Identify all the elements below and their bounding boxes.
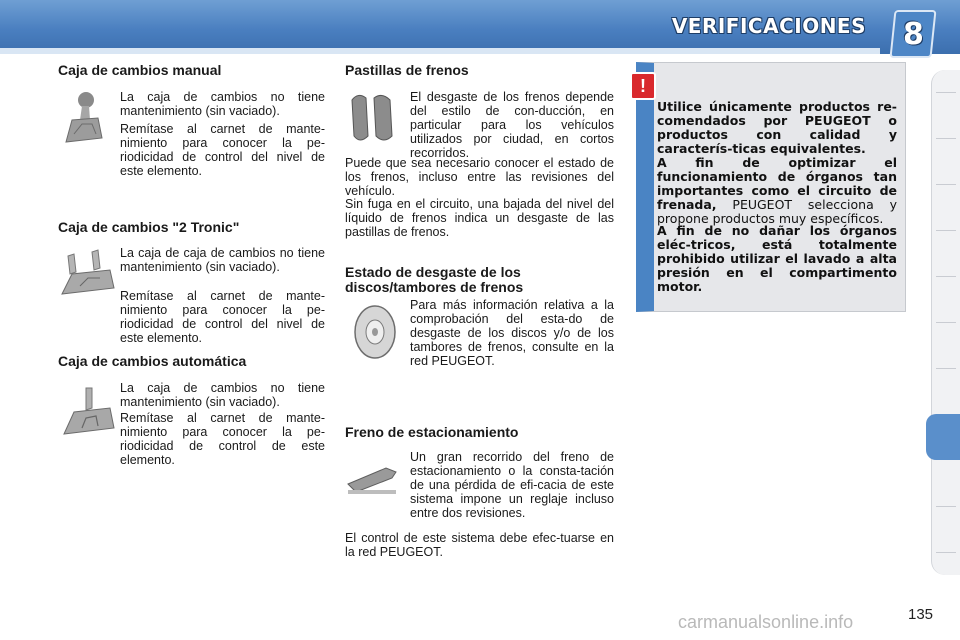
header-stripe	[0, 48, 880, 54]
chapter-badge	[889, 10, 936, 58]
tronic-gearbox-text-2: Remítase al carnet de mante-nimiento para conocer la pe-riodicidad de control del nivel de este elemento.	[120, 289, 325, 345]
tronic-gear-selector-icon	[60, 248, 116, 300]
tab-divider	[936, 184, 956, 185]
parking-brake-heading: Freno de estacionamiento	[345, 424, 519, 440]
manual-gear-lever-icon	[62, 90, 104, 146]
parking-brake-text-2: El control de este sistema debe efec-tuarse en la red PEUGEOT.	[345, 531, 614, 559]
parking-brake-text-1: Un gran recorrido del freno de estacionamiento o la consta-tación de una pérdida de efi-cacia de este sistema impone un reglaje incluso entre dos revisiones.	[410, 450, 614, 520]
brake-pads-heading: Pastillas de frenos	[345, 62, 469, 78]
watermark: carmanualsonline.info	[678, 612, 854, 632]
page-number: 135	[908, 606, 934, 623]
tab-divider	[936, 552, 956, 553]
tab-divider	[936, 138, 956, 139]
chapter-number: 8	[902, 16, 924, 52]
warning-text-2-bold: A fin de optimizar el funcionamiento de órganos tan importantes como el circuito de frenada,	[657, 155, 897, 212]
warning-exclamation-icon: !	[630, 72, 656, 100]
tab-divider	[936, 230, 956, 231]
tab-divider	[936, 322, 956, 323]
brake-disc-icon	[350, 304, 400, 360]
discs-heading-line-1: Estado de desgaste de los	[345, 264, 521, 280]
chapter-tabs	[931, 70, 960, 575]
brake-pads-text-3: Sin fuga en el circuito, una bajada del nivel del líquido de frenos indica un desgaste de las pastillas de frenos.	[345, 197, 614, 239]
tab-divider	[936, 92, 956, 93]
tronic-gearbox-heading: Caja de cambios "2 Tronic"	[58, 219, 240, 235]
automatic-gearbox-text-1: La caja de cambios no tiene mantenimiento (sin vaciado).	[120, 381, 325, 409]
brake-pads-text-2: Puede que sea necesario conocer el estado de los frenos, incluso entre las revisiones del vehículo.	[345, 156, 614, 198]
parking-brake-lever-icon	[346, 462, 400, 498]
warning-text-2	[657, 156, 897, 226]
tab-divider	[936, 506, 956, 507]
active-chapter-tab[interactable]	[926, 414, 960, 460]
discs-heading-line-2: discos/tambores de frenos	[345, 279, 524, 295]
automatic-gear-selector-icon	[60, 384, 116, 440]
tab-divider	[936, 276, 956, 277]
header-bar	[0, 0, 960, 54]
brake-pads-text-1: El desgaste de los frenos depende del estilo de con-ducción, en particular para los vehículos utilizados por ciudad, en cortos recorridos.	[410, 90, 614, 160]
tronic-gearbox-text-1: La caja de caja de cambios no tiene mantenimiento (sin vaciado).	[120, 246, 325, 274]
section-title: VERIFICACIONES	[671, 14, 866, 38]
manual-gearbox-text-2: Remítase al carnet de mante-nimiento para conocer la pe-riodicidad de control del nivel de este elemento.	[120, 122, 325, 178]
warning-text-3-a: A fin de no dañar los órganos eléc-tricos, está totalmente	[657, 223, 897, 252]
warning-text-2-normal: PEUGEOT selecciona y propone productos muy específicos.	[657, 197, 897, 226]
tab-divider	[936, 368, 956, 369]
automatic-gearbox-text-2: Remítase al carnet de mante-nimiento para conocer la pe-riodicidad de control de este elemento.	[120, 411, 325, 467]
warning-text-3-b: prohibido utilizar el lavado a alta presión en el compartimento motor.	[657, 251, 897, 294]
brake-pads-icon	[348, 90, 398, 146]
manual-gearbox-heading: Caja de cambios manual	[58, 62, 222, 78]
automatic-gearbox-heading: Caja de cambios automática	[58, 353, 247, 369]
manual-gearbox-text-1: La caja de cambios no tiene mantenimiento (sin vaciado).	[120, 90, 325, 118]
warning-text-3	[657, 224, 897, 294]
discs-text-1: Para más información relativa a la comprobación del esta-do de desgaste de los discos y/o de los tambores de frenos, consulte en la red PEUGEOT.	[410, 298, 614, 368]
warning-text-1: Utilice únicamente productos re-comendados por PEUGEOT o productos con calidad y caracterís-ticas equivalentes.	[657, 99, 897, 156]
